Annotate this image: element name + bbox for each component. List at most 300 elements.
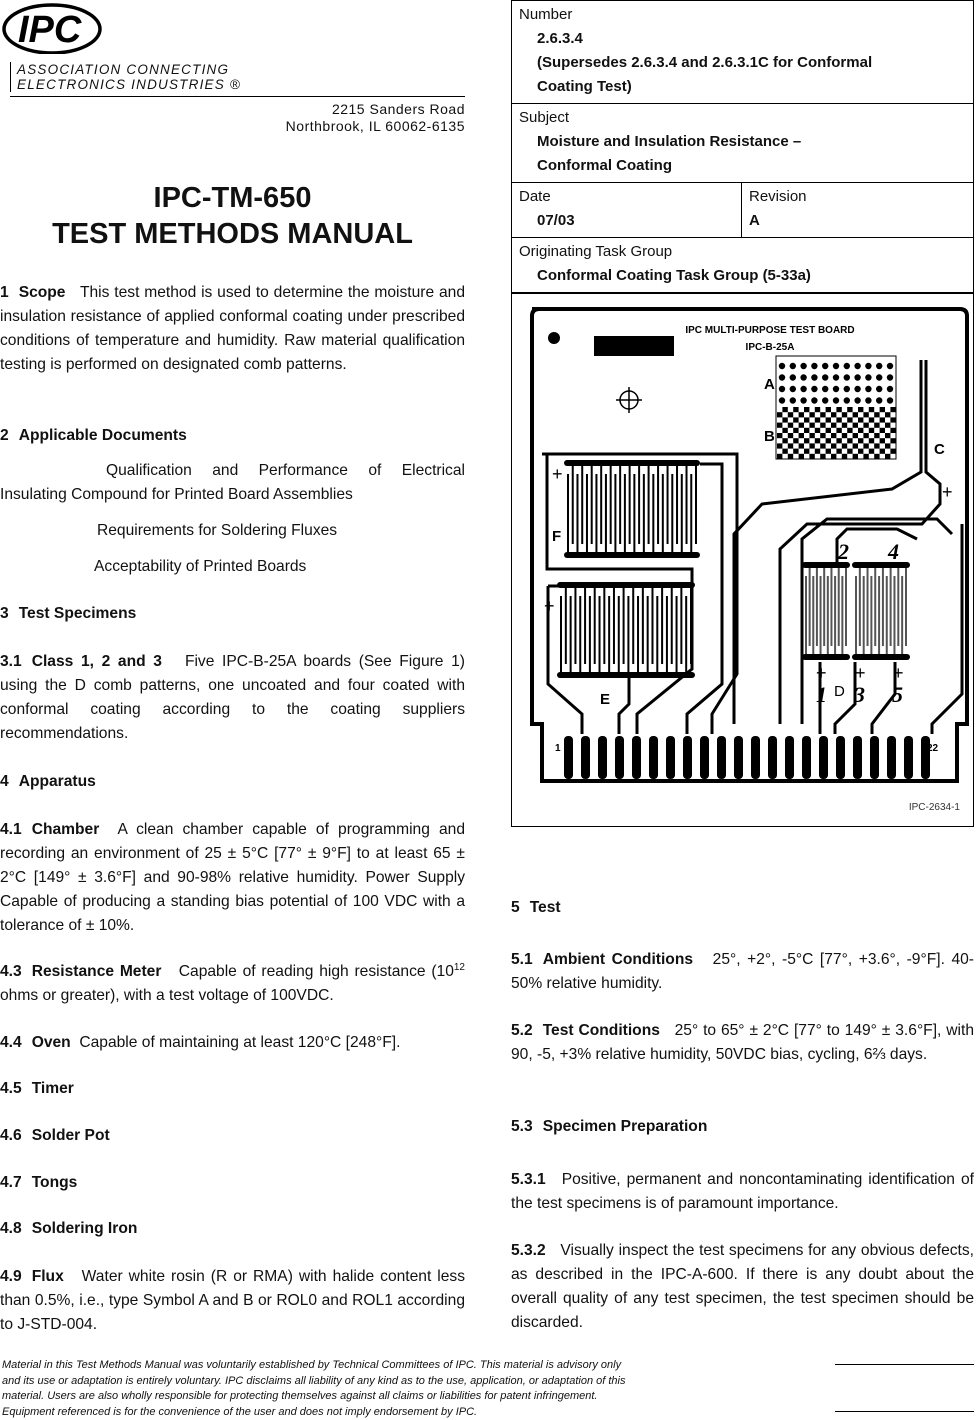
applicable-document [0,519,465,543]
pad-dot [887,374,893,380]
section-number: 4.3 [0,963,22,980]
checker-cell [874,412,879,417]
section-number: 4.7 [0,1174,22,1191]
section-5-3-1 [511,1168,974,1216]
pad-dot [811,363,817,369]
section-4-7 [0,1171,465,1195]
figure-test-board [511,293,974,827]
document-title: Acceptability of Printed Boards [94,558,306,575]
checker-cell [847,449,852,454]
checker-cell [853,433,858,438]
section-heading: Oven [32,1034,71,1051]
footer-disclaimer [2,1358,625,1420]
pad-dot [876,386,882,392]
checker-cell [804,417,809,422]
pad-dot [854,374,860,380]
number-label: Number [519,3,967,27]
document-title: Requirements for Soldering Fluxes [97,522,337,539]
address-line: 2215 Sanders Road [286,101,465,118]
checker-cell [842,443,847,448]
pad-dot [876,363,882,369]
checker-cell [831,412,836,417]
section-heading: Ambient Conditions [543,951,693,968]
section-number: 5.2 [511,1022,533,1039]
title-line: IPC-TM-650 [0,180,465,216]
svg-text:IPC: IPC [18,9,82,51]
connector-finger [632,736,641,779]
label-d: D [834,683,845,700]
section-number: 5 [511,899,520,916]
pad-dot [822,374,828,380]
pad-dot [854,397,860,403]
disclaimer-line: and its use or adaptation is entirely voluntary. IPC disclaims all liability of any kind as to the use, application, or adaptation of this [2,1374,625,1390]
checker-cell [858,417,863,422]
checker-cell [874,433,879,438]
checker-cell [788,443,793,448]
pattern-a-dots [779,363,893,404]
connector-finger [870,736,879,779]
label-3: 3 [853,682,865,707]
tooling-hole-icon [548,332,560,344]
checker-cell [842,433,847,438]
pad-dot [822,397,828,403]
section-number: 4.1 [0,821,22,838]
plus-mark: + [855,663,866,683]
pad-dot [790,397,796,403]
figure-caption: IPC-2634-1 [909,802,961,813]
subject-label: Subject [519,106,967,130]
section-5-heading [511,896,974,920]
pad-dot [800,397,806,403]
subject-cell [512,104,974,183]
applicable-document [0,459,465,507]
checker-cell [869,449,874,454]
pad-dot [779,386,785,392]
checker-cell [799,454,804,459]
checker-cell [885,433,890,438]
checker-cell [809,454,814,459]
tagline-line: ASSOCIATION CONNECTING [17,62,241,77]
pad-dot [865,363,871,369]
checker-cell [777,443,782,448]
checker-cell [836,417,841,422]
pad-dot [833,363,839,369]
connector-finger [734,736,743,779]
date-value: 07/03 [519,209,735,233]
checker-cell [885,423,890,428]
section-heading: Soldering Iron [32,1220,138,1237]
section-number: 4.9 [0,1268,22,1285]
section-heading: Test Conditions [543,1022,660,1039]
checker-cell [863,443,868,448]
checker-cell [782,407,787,412]
section-heading: Chamber [32,821,100,838]
checker-cell [815,438,820,443]
pad-dot [833,386,839,392]
label-a: A [764,376,775,393]
checker-cell [869,438,874,443]
checker-cell [793,438,798,443]
section-number: 4.5 [0,1080,22,1097]
pad-dot [779,397,785,403]
section-number: 3 [0,605,9,622]
pin-1-label: 1 [555,743,561,754]
checker-cell [847,417,852,422]
pad-dot [844,397,850,403]
checker-cell [782,417,787,422]
plus-mark: + [816,663,827,683]
checker-cell [885,454,890,459]
revision-cell [742,183,974,238]
label-c: C [934,441,945,458]
section-number: 1 [0,284,9,301]
checker-cell [826,428,831,433]
connector-finger [581,736,590,779]
checker-cell [836,438,841,443]
label-1: 1 [816,682,827,707]
section-4-1 [0,818,465,938]
checker-cell [863,423,868,428]
pad-dot [779,363,785,369]
section-4-4 [0,1031,465,1055]
label-e: E [600,691,610,708]
task-group-cell [512,238,974,293]
checker-cell [799,423,804,428]
checker-cell [831,443,836,448]
comb-bar [557,672,695,678]
section-heading: Resistance Meter [32,963,162,980]
pad-dot [811,386,817,392]
checker-cell [874,423,879,428]
checker-cell [793,407,798,412]
tagline-line: ELECTRONICS INDUSTRIES ® [17,77,241,92]
checker-cell [880,417,885,422]
section-text: A clean chamber capable of programming and recording an environment of 25 ± 5°C [77° ± 9°F] to at least 65 ± 2°C [149° ± 3.6°F] and 90-98% relative humidity. Power Supply Capable of producing a standing bias potential of 100 VDC with a tolerance of ± 10%. [0,821,465,934]
checker-cell [874,443,879,448]
checker-cell [869,417,874,422]
connector-finger [615,736,624,779]
pad-dot [854,363,860,369]
checker-cell [863,433,868,438]
label-5: 5 [892,682,903,707]
plus-mark: + [544,596,555,616]
checker-cell [820,454,825,459]
checker-cell [815,428,820,433]
pad-dot [887,397,893,403]
section-text: ohms or greater), with a test voltage of 100VDC. [0,987,334,1004]
checker-cell [788,454,793,459]
pad-dot [779,374,785,380]
section-text: Capable of reading high resistance (10 [179,963,454,980]
checker-cell [815,417,820,422]
test-board-diagram [512,294,975,828]
pad-dot [800,386,806,392]
connector-finger [802,736,811,779]
section-heading: Scope [19,284,66,301]
association-tagline [10,62,241,92]
checker-cell [847,438,852,443]
checker-cell [820,423,825,428]
date-label: Date [519,185,735,209]
section-heading: Test [530,899,561,916]
connector-finger [785,736,794,779]
section-heading: Flux [32,1268,64,1285]
connector-finger [598,736,607,779]
checker-cell [858,438,863,443]
connector-finger [564,736,573,779]
disclaimer-line: Material in this Test Methods Manual was voluntarily established by Technical Committees of IPC. This material is advisory only [2,1358,625,1374]
plus-mark: + [942,482,953,502]
checker-cell [782,449,787,454]
pin-22-label: 22 [927,743,939,754]
pad-dot [865,397,871,403]
pad-dot [800,363,806,369]
checker-cell [826,407,831,412]
pad-dot [865,386,871,392]
checker-cell [853,454,858,459]
revision-label: Revision [749,185,967,209]
disclaimer-line: material. Users are also wholly responsible for protecting themselves against all claims or liabilities for patent infringement. [2,1389,625,1405]
checker-cell [799,443,804,448]
connector-finger [836,736,845,779]
checker-cell [863,454,868,459]
section-heading: Class 1, 2 and 3 [32,653,162,670]
checker-cell [880,449,885,454]
section-4-5 [0,1077,465,1101]
exponent: 12 [454,962,465,973]
section-5-3-heading [511,1115,974,1139]
subject-value: Moisture and Insulation Resistance – [519,130,967,154]
pad-dot [854,386,860,392]
checker-cell [788,423,793,428]
comb-bar [852,654,910,660]
checker-cell [890,428,895,433]
checker-cell [793,428,798,433]
checker-cell [782,428,787,433]
checker-cell [842,412,847,417]
date-cell [512,183,742,238]
connector-finger [768,736,777,779]
checker-cell [847,428,852,433]
checker-cell [858,449,863,454]
connector-finger [700,736,709,779]
connector-finger [904,736,913,779]
checker-cell [880,438,885,443]
label-block [594,336,674,356]
checker-cell [815,449,820,454]
comb-bar [564,552,700,558]
checker-cell [890,449,895,454]
section-text: Capable of maintaining at least 120°C [248°F]. [79,1034,400,1051]
plus-mark: + [893,663,904,683]
section-4-heading [0,770,465,794]
checker-cell [853,412,858,417]
pad-dot [790,386,796,392]
comb-bar [852,562,910,568]
checker-cell [890,438,895,443]
document-info-table [511,0,974,293]
section-number: 5.1 [511,951,533,968]
section-heading: Timer [32,1080,74,1097]
number-cell [512,1,974,104]
section-4-9 [0,1265,465,1337]
pad-dot [876,397,882,403]
checker-cell [836,428,841,433]
pad-dot [844,363,850,369]
checker-cell [804,407,809,412]
label-4: 4 [887,539,899,564]
checker-cell [793,417,798,422]
label-f: F [552,528,561,545]
connector-finger [666,736,675,779]
checker-cell [831,423,836,428]
address-line: Northbrook, IL 60062-6135 [286,118,465,135]
checker-cell [831,433,836,438]
checker-cell [809,443,814,448]
revision-value: A [749,209,967,233]
board-title: IPC MULTI-PURPOSE TEST BOARD [685,325,854,336]
section-4-3 [0,960,465,1008]
checker-cell [793,449,798,454]
pad-dot [887,386,893,392]
pad-dot [833,374,839,380]
section-5-3-2 [511,1239,974,1335]
section-number: 4 [0,773,9,790]
checker-cell [842,454,847,459]
section-heading: Specimen Preparation [543,1118,708,1135]
checker-cell [869,407,874,412]
comb-bar [802,654,850,660]
checker-cell [853,443,858,448]
pad-dot [811,374,817,380]
section-number: 5.3.2 [511,1242,546,1259]
checker-cell [804,449,809,454]
checker-cell [885,443,890,448]
subject-value: Conformal Coating [519,154,967,178]
checker-cell [820,443,825,448]
pad-dot [811,397,817,403]
section-heading: Tongs [32,1174,78,1191]
pattern-b-checker [777,407,896,459]
checker-cell [890,407,895,412]
section-3-heading [0,602,465,626]
checker-cell [820,433,825,438]
checker-cell [858,407,863,412]
section-number: 5.3.1 [511,1171,546,1188]
checker-cell [804,438,809,443]
connector-finger [649,736,658,779]
checker-cell [799,433,804,438]
task-group-value: Conformal Coating Task Group (5-33a) [519,264,967,288]
section-heading: Test Specimens [19,605,137,622]
title-line: TEST METHODS MANUAL [0,216,465,252]
pad-dot [876,374,882,380]
document-title: Qualification and Performance of Electrical Insulating Compound for Printed Board Assemblies [0,462,465,503]
connector-finger [683,736,692,779]
comb-bar [564,460,700,466]
pad-dot [844,374,850,380]
section-text: 25° to 65° ± 2°C [77° to 149° ± 3.6°F], with 90, -5, +3% relative humidity, 50VDC bias, cycling, 6⅔ days. [511,1022,974,1063]
checker-cell [880,407,885,412]
checker-cell [804,428,809,433]
checker-cell [809,412,814,417]
checker-cell [826,438,831,443]
connector-finger [717,736,726,779]
section-text: Visually inspect the test specimens for any obvious defects, as described in the IPC-A-600. If there is any doubt about the overall quality of any test specimen, the test specimen should be discarded. [511,1242,974,1331]
checker-cell [836,449,841,454]
section-number: 4.8 [0,1220,22,1237]
label-b: B [764,428,775,445]
checker-cell [826,449,831,454]
section-heading: Solder Pot [32,1127,110,1144]
disclaimer-line: Equipment referenced is for the convenience of the user and does not imply endorsement by IPC. [2,1405,625,1420]
checker-cell [847,407,852,412]
crosshair-icon [616,387,642,413]
checker-cell [874,454,879,459]
supersedes-note: (Supersedes 2.6.3.4 and 2.6.3.1C for Conformal [519,51,967,75]
section-number: 4.4 [0,1034,22,1051]
pad-dot [844,386,850,392]
applicable-document [0,555,465,579]
connector-finger [853,736,862,779]
section-4-6 [0,1124,465,1148]
checker-cell [869,428,874,433]
edge-connector-fingers [564,736,930,779]
checker-cell [858,428,863,433]
section-5-2 [511,1019,974,1067]
checker-cell [799,412,804,417]
section-5-1 [511,948,974,996]
section-text: Five IPC-B-25A boards (See Figure 1) using the D comb patterns, one uncoated and four coated with conformal coating according to the coating suppliers recommendations. [0,653,465,742]
section-text: Positive, permanent and noncontaminating identification of the test specimens is of paramount importance. [511,1171,974,1212]
supersedes-note: Coating Test) [519,75,967,99]
address [286,101,465,135]
section-4-8 [0,1217,465,1241]
checker-cell [788,412,793,417]
ipc-logo [2,2,112,54]
checker-cell [836,407,841,412]
footer-rule [835,1411,974,1412]
checker-cell [777,454,782,459]
pad-dot [833,397,839,403]
board-id: IPC-B-25A [746,342,795,353]
connector-finger [751,736,760,779]
pad-dot [790,374,796,380]
pad-dot [887,363,893,369]
checker-cell [777,412,782,417]
checker-cell [815,407,820,412]
header-rule [10,96,465,97]
checker-cell [885,412,890,417]
pad-dot [822,386,828,392]
manual-title [0,180,465,252]
checker-cell [880,428,885,433]
pad-dot [865,374,871,380]
checker-cell [820,412,825,417]
checker-cell [777,433,782,438]
plus-mark: + [552,464,563,484]
checker-cell [788,433,793,438]
section-heading: Apparatus [19,773,96,790]
section-2-heading [0,424,465,448]
section-text: Water white rosin (R or RMA) with halide content less than 0.5%, i.e., type Symbol A and B or ROL0 and ROL1 according to J-STD-004. [0,1268,465,1333]
connector-finger [887,736,896,779]
checker-cell [809,423,814,428]
number-value: 2.6.3.4 [519,27,967,51]
pad-dot [790,363,796,369]
connector-finger [819,736,828,779]
checker-cell [831,454,836,459]
